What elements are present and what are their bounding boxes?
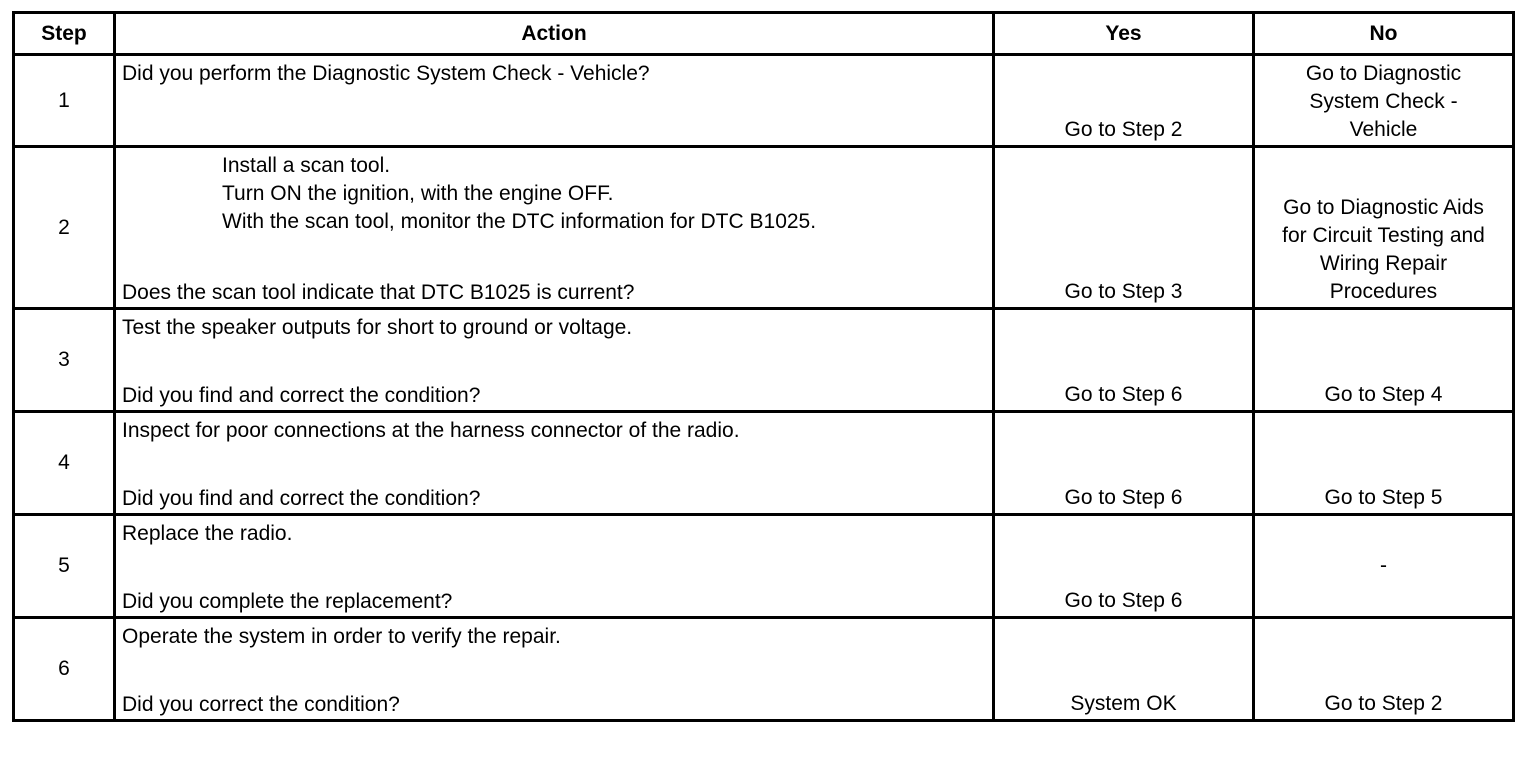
table-row [14, 412, 1514, 515]
action-question: Did you complete the replacement? [122, 590, 453, 613]
action-cell [115, 412, 994, 515]
no-cell: - [1254, 515, 1514, 618]
step-number: 4 [14, 412, 115, 515]
no-line: Vehicle [1349, 118, 1418, 141]
header-action: Action [115, 13, 994, 55]
step-number: 2 [14, 147, 115, 309]
action-question: Did you perform the Diagnostic System Check - Vehicle? [122, 62, 650, 85]
action-cell [115, 515, 994, 618]
no-line: Go to Diagnostic [1305, 62, 1462, 85]
table-row [14, 309, 1514, 412]
action-cell [115, 618, 994, 721]
no-line: Wiring Repair [1319, 252, 1448, 275]
action-instruction: Operate the system in order to verify the repair. [122, 625, 561, 648]
table-row [14, 618, 1514, 721]
table-row [14, 147, 1514, 309]
no-cell [1254, 147, 1514, 309]
header-step: Step [14, 13, 115, 55]
no-cell: Go to Step 2 [1254, 618, 1514, 721]
no-cell: Go to Step 5 [1254, 412, 1514, 515]
header-yes: Yes [994, 13, 1254, 55]
action-question: Did you find and correct the condition? [122, 384, 481, 407]
step-number: 6 [14, 618, 115, 721]
action-cell [115, 309, 994, 412]
no-line: System Check - [1309, 90, 1458, 113]
action-question: Does the scan tool indicate that DTC B1025 is current? [122, 281, 635, 304]
action-instruction: Test the speaker outputs for short to ground or voltage. [122, 316, 633, 339]
instruction-list [122, 152, 986, 236]
instruction-item: Install a scan tool. [222, 154, 391, 177]
no-line: Procedures [1329, 280, 1438, 303]
yes-cell: Go to Step 6 [994, 515, 1254, 618]
action-cell [115, 147, 994, 309]
no-line: Go to Diagnostic Aids [1283, 196, 1484, 219]
action-cell [115, 55, 994, 147]
header-no: No [1254, 13, 1514, 55]
yes-cell: Go to Step 2 [994, 55, 1254, 147]
action-instruction: Inspect for poor connections at the harness connector of the radio. [122, 419, 740, 442]
step-number: 3 [14, 309, 115, 412]
table-row [14, 55, 1514, 147]
step-number: 1 [14, 55, 115, 147]
yes-cell: Go to Step 6 [994, 309, 1254, 412]
action-instruction: Replace the radio. [122, 522, 293, 545]
action-question: Did you find and correct the condition? [122, 487, 481, 510]
yes-cell: System OK [994, 618, 1254, 721]
step-number: 5 [14, 515, 115, 618]
header-row [14, 13, 1514, 55]
yes-cell: Go to Step 6 [994, 412, 1254, 515]
no-line: for Circuit Testing and [1282, 224, 1485, 247]
instruction-item: Turn ON the ignition, with the engine OFF. [222, 182, 614, 205]
table-row [14, 515, 1514, 618]
no-cell: Go to Step 4 [1254, 309, 1514, 412]
yes-cell: Go to Step 3 [994, 147, 1254, 309]
instruction-item: With the scan tool, monitor the DTC information for DTC B1025. [222, 210, 817, 233]
action-question: Did you correct the condition? [122, 693, 400, 716]
no-cell [1254, 55, 1514, 147]
diagnostic-table [12, 11, 1515, 722]
